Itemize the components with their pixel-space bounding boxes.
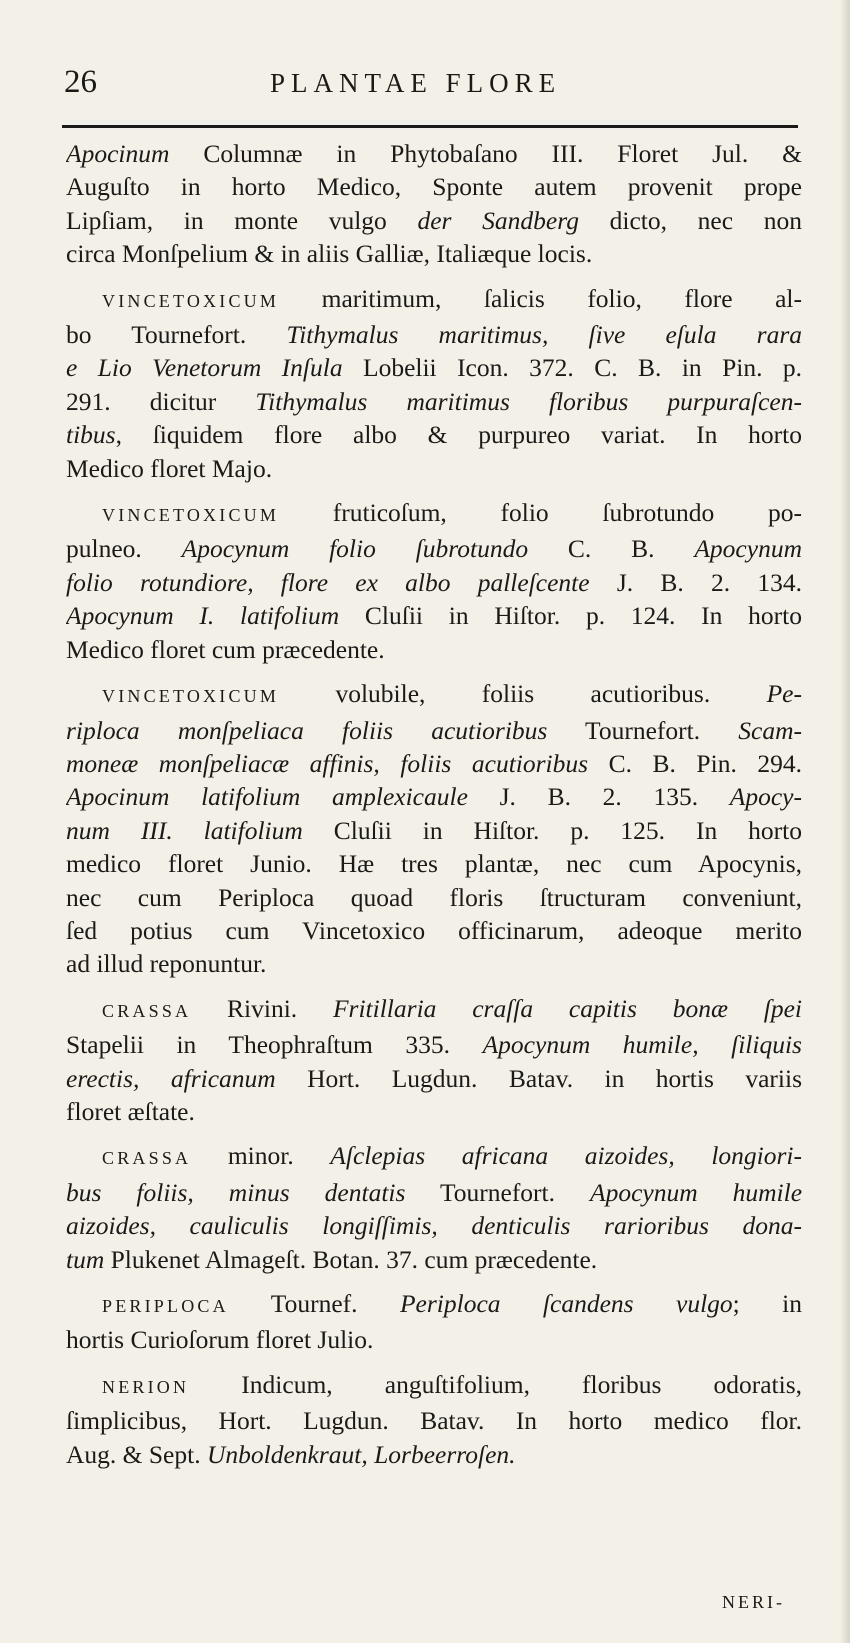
- running-head: PLANTAE FLORE: [270, 68, 562, 98]
- entry-7: [66, 1287, 802, 1357]
- header-rule: [62, 125, 798, 128]
- entry-1: [66, 137, 802, 271]
- text-line: Medico floret cum præcedente.: [66, 634, 385, 664]
- text-line: e Lio Venetorum Inſula Lobelii Icon. 372. C. B. in Pin. p.: [66, 353, 802, 383]
- text-line: CRASSA minor. Aſclepias africana aizoides, longiori-: [102, 1141, 802, 1171]
- catchword: NERI-: [722, 1592, 785, 1612]
- text-line: folio rotundiore, flore ex albo palleſcente J. B. 2. 134.: [66, 567, 802, 597]
- text-line: Medico floret Majo.: [66, 453, 273, 483]
- text-line: erectis, africanum Hort. Lugdun. Batav. in hortis variis: [66, 1063, 802, 1093]
- page-number: 26: [64, 64, 97, 100]
- text-line: floret æſtate.: [66, 1096, 195, 1126]
- text-line: Aug. & Sept. Unboldenkraut, Lorbeerroſen.: [66, 1439, 516, 1469]
- text-line: Lipſiam, in monte vulgo der Sandberg dicto, nec non: [66, 205, 802, 235]
- text-line: Apocinum latifolium amplexicaule J. B. 2. 135. Apocy-: [66, 782, 802, 812]
- text-line: moneæ monſpeliacæ affinis, foliis acutioribus C. B. Pin. 294.: [66, 748, 802, 778]
- text-line: CRASSA Rivini. Fritillaria craſſa capitis bonæ ſpei: [102, 993, 802, 1023]
- text-line: num III. latifolium Cluſii in Hiſtor. p. 125. In horto: [66, 815, 802, 845]
- entry-3: [66, 496, 802, 666]
- text-line: NERION Indicum, anguſtifolium, floribus odoratis,: [102, 1369, 802, 1399]
- body-text: [66, 137, 802, 1482]
- text-line: tibus, ſiquidem flore albo & purpureo variat. In horto: [66, 420, 802, 450]
- entry-2: [66, 282, 802, 485]
- text-line: Stapelii in Theophraſtum 335. Apocynum humile, ſiliquis: [66, 1030, 802, 1060]
- text-line: ad illud reponuntur.: [66, 949, 267, 979]
- text-line: bo Tournefort. Tithymalus maritimus, ſive eſula rara: [66, 320, 802, 350]
- text-line: riploca monſpeliaca foliis acutioribus Tournefort. Scam-: [66, 715, 802, 745]
- page-header: [60, 64, 800, 104]
- text-line: aizoides, cauliculis longiſſimis, denticulis rarioribus dona-: [66, 1211, 802, 1241]
- entry-5: [66, 992, 802, 1129]
- text-line: 291. dicitur Tithymalus maritimus floribus purpuraſcen-: [66, 386, 802, 416]
- text-line: bus foliis, minus dentatis Tournefort. Apocynum humile: [66, 1177, 802, 1207]
- text-line: medico floret Junio. Hæ tres plantæ, nec cum Apocynis,: [66, 849, 802, 879]
- entry-4: [66, 677, 802, 981]
- text-line: circa Monſpelium & in aliis Galliæ, Italiæque locis.: [66, 239, 593, 269]
- text-line: nec cum Periploca quoad floris ſtructuram conveniunt,: [66, 882, 802, 912]
- page-edge-shadow: [840, 0, 850, 1643]
- text-line: ſimplicibus, Hort. Lugdun. Batav. In horto medico flor.: [66, 1406, 802, 1436]
- text-line: VINCETOXICUM fruticoſum, folio ſubrotundo po-: [102, 498, 802, 528]
- entry-6: [66, 1139, 802, 1276]
- text-line: PERIPLOCA Tournef. Periploca ſcandens vulgo; in: [102, 1289, 802, 1318]
- text-line: pulneo. Apocynum folio ſubrotundo C. B. Apocynum: [66, 534, 802, 564]
- text-line: VINCETOXICUM volubile, foliis acutioribus. Pe-: [102, 679, 802, 709]
- text-line: ſed potius cum Vincetoxico officinarum, adeoque merito: [66, 915, 802, 945]
- text-line: tum Plukenet Almageſt. Botan. 37. cum præcedente.: [66, 1244, 598, 1274]
- text-line: hortis Curioſorum floret Julio.: [66, 1325, 374, 1355]
- text-line: Apocynum I. latifolium Cluſii in Hiſtor. p. 124. In horto: [66, 601, 802, 631]
- entry-8: [66, 1368, 802, 1471]
- text-line: VINCETOXICUM maritimum, ſalicis folio, flore al-: [102, 283, 802, 313]
- text-line: Auguſto in horto Medico, Sponte autem provenit prope: [66, 172, 802, 202]
- text-line: Apocinum Columnæ in Phytobaſano III. Floret Jul. &: [66, 139, 802, 168]
